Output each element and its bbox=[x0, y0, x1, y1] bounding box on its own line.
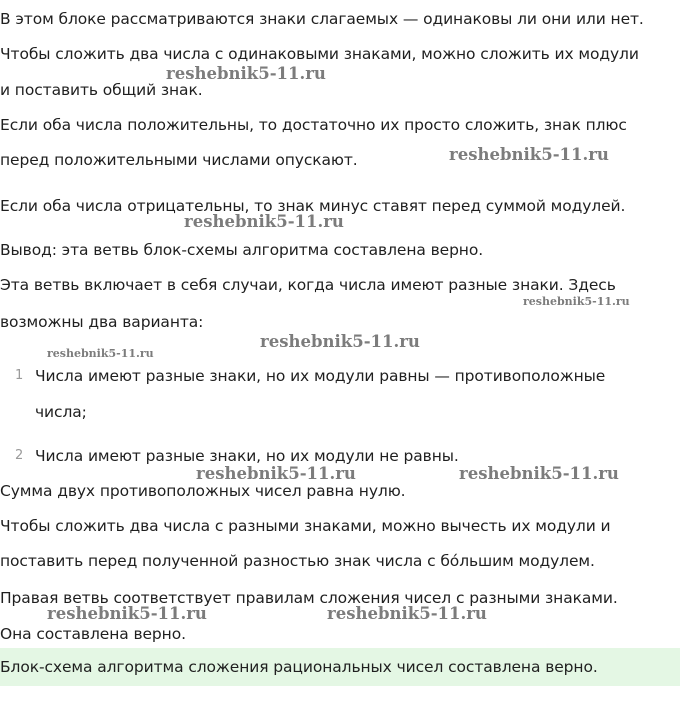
paragraph-different-signs-line2: возможны два варианта: bbox=[0, 313, 204, 331]
paragraph-right-branch-line1: Правая ветвь соответствует правилам сложения чисел с разными знаками. bbox=[0, 589, 618, 607]
paragraph-different-signs-line1: Эта ветвь включает в себя случаи, когда числа имеют разные знаки. Здесь bbox=[0, 276, 616, 294]
conclusion-callout bbox=[0, 648, 680, 686]
watermark: reshebnik5-11.ru bbox=[184, 212, 344, 231]
watermark: reshebnik5-11.ru bbox=[449, 145, 609, 164]
watermark: reshebnik5-11.ru bbox=[260, 332, 420, 351]
list-item-line2: числа; bbox=[35, 403, 87, 421]
watermark: reshebnik5-11.ru bbox=[196, 464, 356, 483]
list-number: 1 bbox=[15, 368, 24, 383]
paragraph-negative: Если оба числа отрицательны, то знак минус ставят перед суммой модулей. bbox=[0, 197, 626, 215]
paragraph-conclusion-branch: Вывод: эта ветвь блок-схемы алгоритма составлена верно. bbox=[0, 241, 484, 259]
paragraph-opposite-sum: Сумма двух противоположных чисел равна нулю. bbox=[0, 482, 406, 500]
watermark: reshebnik5-11.ru bbox=[47, 347, 154, 360]
list-item-line1: Числа имеют разные знаки, но их модули равны — противоположные bbox=[35, 367, 606, 385]
watermark: reshebnik5-11.ru bbox=[47, 604, 207, 623]
paragraph-positive-line2: перед положительными числами опускают. bbox=[0, 151, 358, 169]
list-number: 2 bbox=[15, 448, 24, 463]
paragraph-same-signs-line2: и поставить общий знак. bbox=[0, 81, 203, 99]
watermark: reshebnik5-11.ru bbox=[523, 295, 630, 308]
paragraph-subtract-modules-line2: поставить перед полученной разностью знак числа с бо́льшим модулем. bbox=[0, 552, 595, 570]
watermark: reshebnik5-11.ru bbox=[459, 464, 619, 483]
paragraph-signs-check: В этом блоке рассматриваются знаки слагаемых — одинаковы ли они или нет. bbox=[0, 10, 644, 28]
conclusion-text: Блок-схема алгоритма сложения рациональных чисел составлена верно. bbox=[0, 658, 598, 676]
paragraph-subtract-modules-line1: Чтобы сложить два числа с разными знаками, можно вычесть их модули и bbox=[0, 517, 611, 535]
paragraph-right-branch-line2: Она составлена верно. bbox=[0, 625, 186, 643]
paragraph-same-signs-line1: Чтобы сложить два числа с одинаковыми знаками, можно сложить их модули bbox=[0, 45, 639, 63]
watermark: reshebnik5-11.ru bbox=[166, 64, 326, 83]
list-item-line1: Числа имеют разные знаки, но их модули не равны. bbox=[35, 447, 459, 465]
paragraph-positive-line1: Если оба числа положительны, то достаточно их просто сложить, знак плюс bbox=[0, 116, 627, 134]
watermark: reshebnik5-11.ru bbox=[327, 604, 487, 623]
